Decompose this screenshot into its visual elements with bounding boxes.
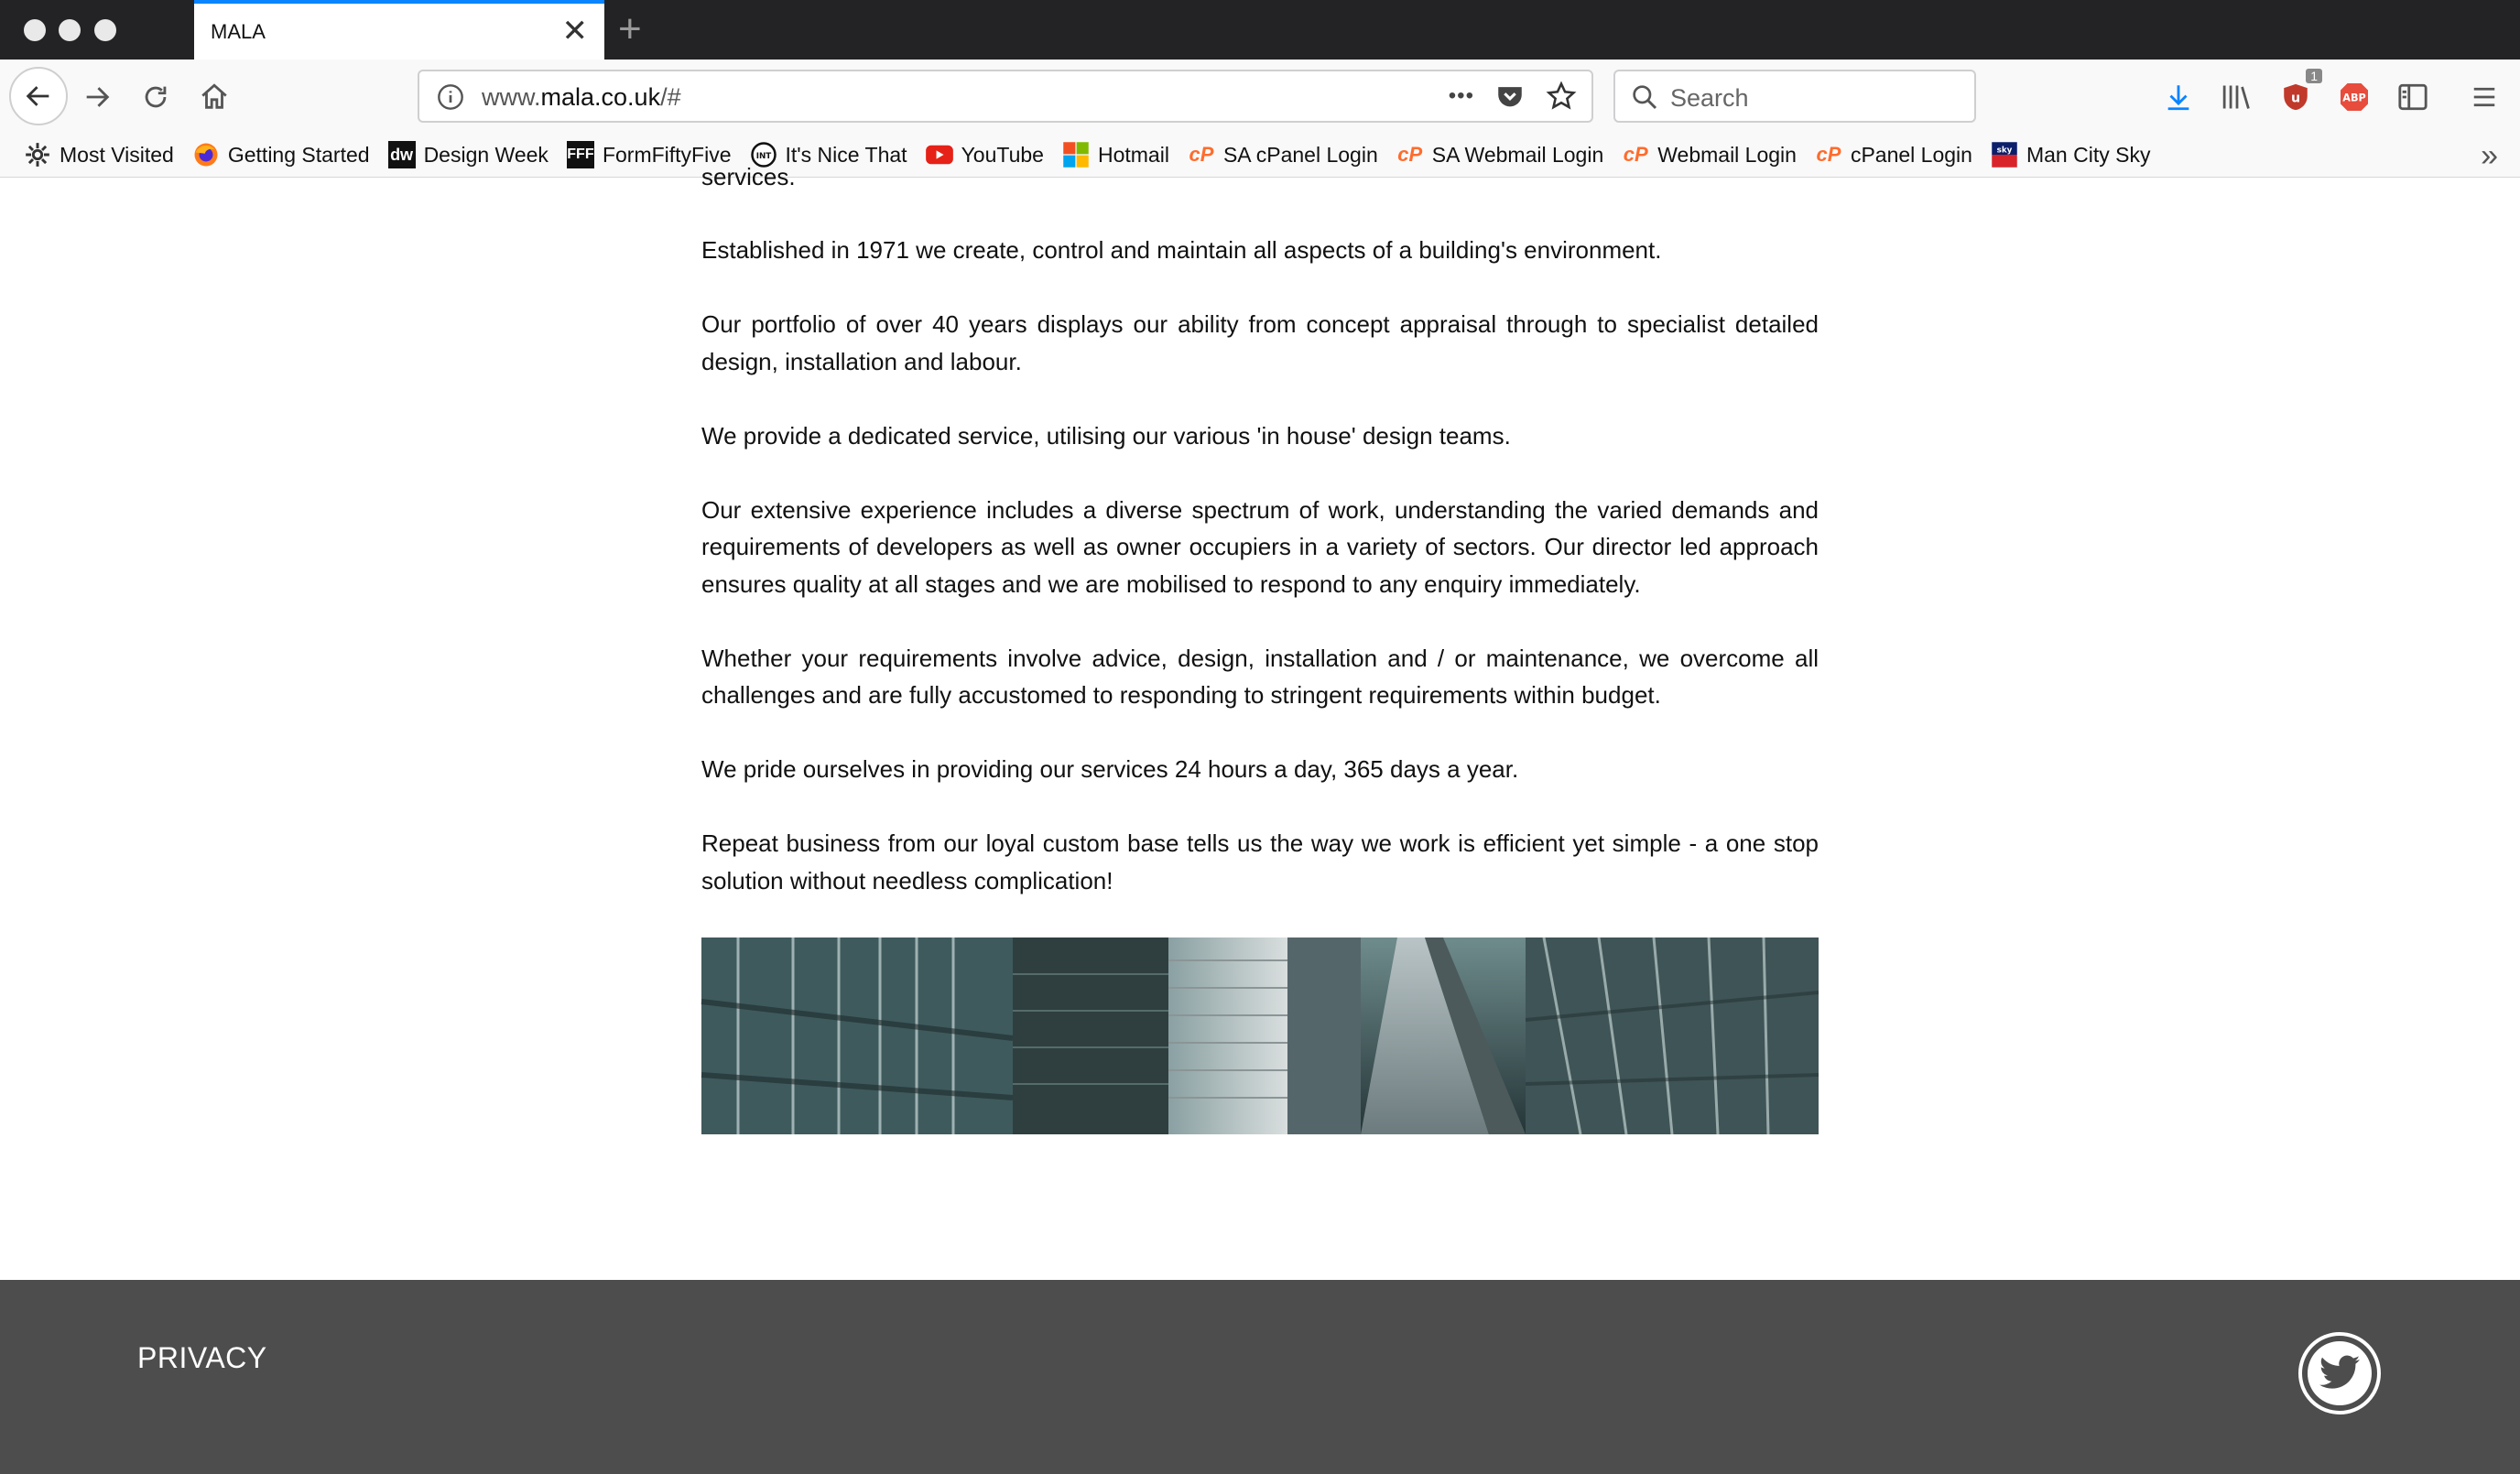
window-close-dot[interactable] <box>24 19 46 41</box>
adblock-plus-icon <box>2338 81 2371 114</box>
bookmark-label: Man City Sky <box>2026 142 2151 167</box>
paragraph-portfolio: Our portfolio of over 40 years displays our ability from concept appraisal through to specialist detailed design, installation and labour. <box>701 310 1819 375</box>
bookmark-label: YouTube <box>961 142 1044 167</box>
url-domain: mala.co.uk <box>540 83 661 111</box>
ublock-button[interactable] <box>2275 69 2318 118</box>
bookmarks-toolbar <box>0 133 2520 178</box>
bookmark-most-visited[interactable] <box>24 141 174 168</box>
windows-icon <box>1062 141 1090 168</box>
window-minimize-dot[interactable] <box>59 19 81 41</box>
dw-icon: dw <box>388 141 416 168</box>
bookmark-label: Getting Started <box>227 142 370 167</box>
svg-text:ABP: ABP <box>2342 92 2366 104</box>
ublock-badge: 1 <box>2306 69 2322 83</box>
ublock-shield-icon <box>2280 81 2311 113</box>
bookmark-label: SA cPanel Login <box>1222 142 1378 167</box>
hamburger-menu-icon <box>2471 83 2498 111</box>
bookmark-sa-cpanel-login[interactable] <box>1188 141 1378 168</box>
site-footer <box>0 1280 2520 1474</box>
tab-title: MALA <box>211 20 266 43</box>
bookmark-youtube[interactable] <box>926 141 1044 168</box>
new-tab-button[interactable]: + <box>618 6 642 51</box>
arrow-right-icon <box>81 81 113 113</box>
sky-sports-icon <box>1991 141 2018 168</box>
tab-active[interactable] <box>194 0 604 60</box>
bookmark-label: Design Week <box>423 142 549 167</box>
navigation-toolbar <box>0 60 2520 133</box>
firefox-icon <box>192 141 220 168</box>
bookmark-design-week[interactable] <box>388 141 549 168</box>
download-arrow-icon <box>2163 81 2194 113</box>
cpanel-icon: cP <box>1623 143 1648 166</box>
home-icon <box>199 81 230 113</box>
building-banner-image <box>701 938 1819 1134</box>
search-bar[interactable] <box>1613 70 1976 123</box>
info-icon[interactable] <box>436 82 465 112</box>
bookmark-sa-webmail-login[interactable] <box>1396 141 1604 168</box>
privacy-link[interactable]: PRIVACY <box>137 1341 267 1374</box>
bookmark-label: SA Webmail Login <box>1431 142 1604 167</box>
search-placeholder: Search <box>1670 84 1749 112</box>
downloads-button[interactable] <box>2157 76 2200 118</box>
twitter-icon <box>2308 1341 2372 1405</box>
gear-icon <box>24 141 51 168</box>
paragraph-requirements: Whether your requirements involve advice, design, installation and / or maintenance, we overcome all challenges and are fully accustomed to responding to stringent requirements within budget. <box>701 644 1819 709</box>
paragraph-experience: Our extensive experience includes a diverse spectrum of work, understanding the varied demands and requirements of developers as well as owner occupiers in a variety of sectors. Our director led approach ensures quality at all stages and we are mobilised to respond to any enquiry immediately. <box>701 495 1819 598</box>
svg-text:sky: sky <box>1996 146 2013 156</box>
url-suffix: /# <box>660 83 681 111</box>
twitter-button[interactable] <box>2298 1332 2381 1414</box>
sidebar-icon <box>2397 82 2428 112</box>
cpanel-icon: cP <box>1397 143 1423 166</box>
ff-icon: FFF <box>567 141 594 168</box>
adblock-plus-button[interactable] <box>2333 76 2375 118</box>
bookmark-label: cPanel Login <box>1850 142 1972 167</box>
paragraph-24-hours: We pride ourselves in providing our services 24 hours a day, 365 days a year. <box>701 755 1519 783</box>
forward-button[interactable] <box>71 71 123 123</box>
tab-strip <box>0 0 2520 60</box>
youtube-icon <box>926 141 953 168</box>
bookmark-label: It's Nice That <box>785 142 907 167</box>
bookmark-hotmail[interactable] <box>1062 141 1169 168</box>
sidebar-toggle-button[interactable] <box>2392 76 2434 118</box>
cpanel-icon: cP <box>1189 143 1214 166</box>
bookmark-label: Most Visited <box>60 142 174 167</box>
paragraph-established: Established in 1971 we create, control and maintain all aspects of a building's environment. <box>701 236 1662 264</box>
paragraph-dedicated-service: We provide a dedicated service, utilising our various 'in house' design teams. <box>701 421 1511 450</box>
svg-text:INT: INT <box>755 151 771 161</box>
page-actions-icon[interactable]: ••• <box>1448 83 1474 108</box>
window-zoom-dot[interactable] <box>94 19 116 41</box>
arrow-left-icon <box>23 81 54 112</box>
tab-close-icon[interactable]: ✕ <box>561 14 588 49</box>
url-bar[interactable] <box>418 70 1593 123</box>
bookmarks-overflow-chevron-icon[interactable]: » <box>2481 138 2498 173</box>
bookmark-webmail-login[interactable] <box>1622 141 1797 168</box>
bookmark-getting-started[interactable] <box>192 141 370 168</box>
bookmark-cpanel-login[interactable] <box>1815 141 1972 168</box>
back-button[interactable] <box>9 67 68 125</box>
bookmark-star-icon[interactable] <box>1546 81 1577 112</box>
pocket-icon[interactable] <box>1494 81 1526 112</box>
home-button[interactable] <box>189 71 240 123</box>
bookmark-label: FormFiftyFive <box>602 142 732 167</box>
svg-text:u: u <box>2290 91 2301 106</box>
bookmark-label: Webmail Login <box>1657 142 1797 167</box>
search-icon <box>1630 82 1659 112</box>
library-button[interactable] <box>2216 76 2258 118</box>
bookmark-label: Hotmail <box>1097 142 1169 167</box>
url-text[interactable] <box>482 83 681 112</box>
reload-icon <box>140 81 171 113</box>
clipped-text-line: services. <box>701 163 796 190</box>
bookmark-man-city-sky[interactable] <box>1991 141 2150 168</box>
library-icon <box>2221 81 2254 113</box>
menu-button[interactable] <box>2463 76 2505 118</box>
reload-button[interactable] <box>130 71 181 123</box>
url-prefix: www. <box>482 83 541 111</box>
paragraph-repeat-business: Repeat business from our loyal custom base tells us the way we work is efficient yet simple - a one stop solution without needless complication! <box>701 829 1819 894</box>
cpanel-icon: cP <box>1816 143 1841 166</box>
